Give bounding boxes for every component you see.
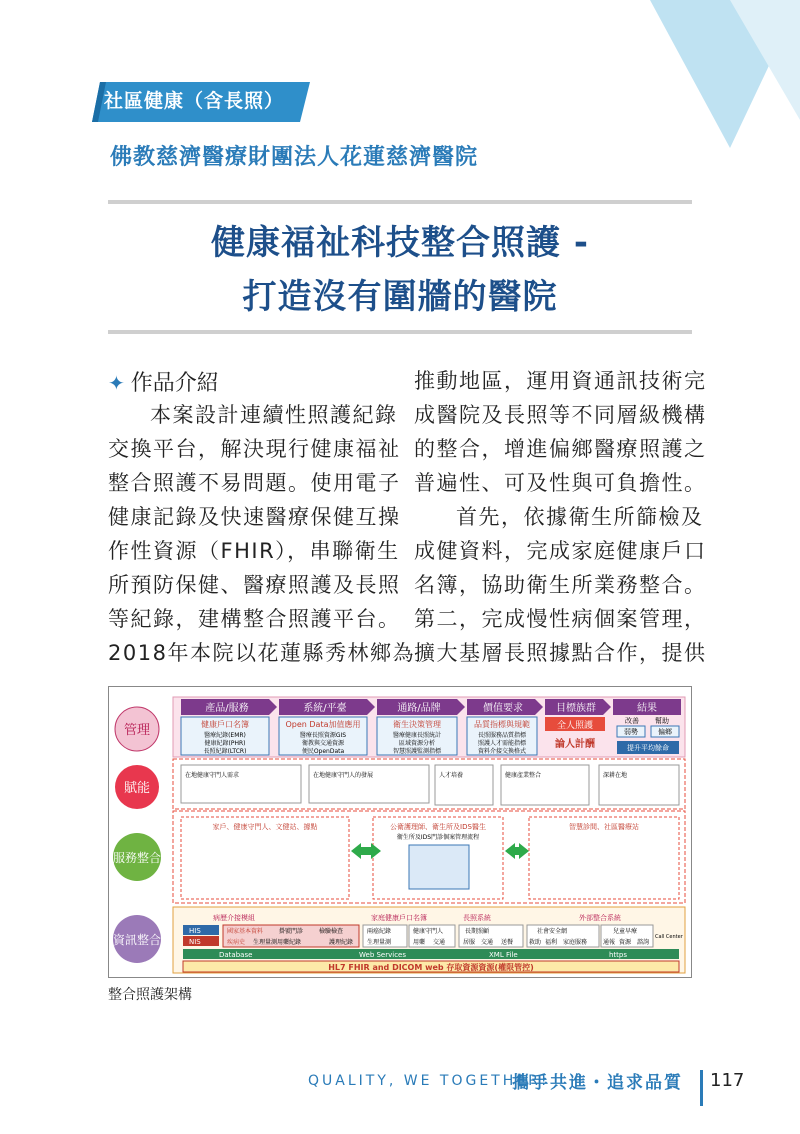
svg-text:品質指標與規範: 品質指標與規範 xyxy=(474,720,530,729)
paragraph-line: 所預防保健、醫療照護及長照 xyxy=(108,573,401,597)
svg-text:便民OpenData: 便民OpenData xyxy=(301,748,345,755)
info-item: 檢驗檢查 xyxy=(319,928,344,935)
diagram-svg xyxy=(109,687,691,977)
info-item: 用藥 xyxy=(413,939,426,946)
target-label: 全人照護 xyxy=(556,721,594,731)
service-title: 智慧診間、社區醫療站 xyxy=(569,823,639,831)
result-label: 弱勢 xyxy=(624,728,638,736)
organization-name: 佛教慈濟醫療財團法人花蓮慈濟醫院 xyxy=(110,145,479,170)
right-column xyxy=(414,364,707,670)
page-title xyxy=(108,216,692,324)
paragraph-line: 健康記錄及快速醫療保健互操 xyxy=(108,505,401,529)
paragraph-line: 整合照護不易問題。使用電子 xyxy=(108,471,401,495)
page-number: 117 xyxy=(710,1070,745,1091)
paragraph-line: 交換平台，解決現行健康福祉 xyxy=(108,437,401,461)
info-item: 生理量測用藥紀錄 xyxy=(253,939,302,946)
svg-text:Open Data加值應用: Open Data加值應用 xyxy=(285,720,361,729)
paragraph-line: 成醫院及長照等不同層級機構 xyxy=(414,403,707,427)
paragraph-line: 2018年本院以花蓮縣秀林鄉為 xyxy=(108,641,415,665)
info-item: 家庭服務 xyxy=(563,939,588,946)
info-tag: NIS xyxy=(189,938,201,946)
info-item: 居服 xyxy=(463,939,476,946)
info-transport: Database xyxy=(219,951,253,959)
section-heading: ✦ 作品介紹 xyxy=(108,371,219,396)
enable-note: 在地健康守門人的發展 xyxy=(313,772,374,779)
sparkle-icon: ✦ xyxy=(108,371,125,395)
info-item: 健康守門人 xyxy=(413,928,444,935)
paragraph-line: 普遍性、可及性與可負擔性。 xyxy=(414,471,707,495)
info-item: 兩癌紀錄 xyxy=(367,928,392,935)
info-item: 福利 xyxy=(545,939,558,946)
title-top-rule xyxy=(108,200,692,204)
info-item: 送餐 xyxy=(501,939,514,946)
info-item: 護理紀錄 xyxy=(329,939,354,946)
result-label: 提升平均餘命 xyxy=(627,744,669,752)
info-item: 救助 xyxy=(529,939,542,946)
info-transport: https xyxy=(609,951,628,959)
row-label: 服務整合 xyxy=(112,851,162,865)
row-label: 賦能 xyxy=(123,781,151,796)
info-module-title: 長照系統 xyxy=(463,914,491,922)
architecture-diagram xyxy=(108,686,692,978)
svg-text:長照紀錄(LTCR): 長照紀錄(LTCR) xyxy=(203,748,247,755)
svg-text:區域資源分析: 區域資源分析 xyxy=(398,740,436,747)
paragraph-line: 本案設計連續性照護紀錄 xyxy=(150,403,398,427)
info-module-title: 家庭健康戶口名簿 xyxy=(371,914,427,922)
info-item: Call Center xyxy=(655,934,683,940)
header-label: 目標族群 xyxy=(556,703,596,714)
svg-text:醫療健康長照統計: 醫療健康長照統計 xyxy=(392,732,442,739)
info-item: 兒童早療 xyxy=(613,928,638,935)
info-item: 交通 xyxy=(481,939,494,946)
info-item: 掛號門診 xyxy=(279,928,304,935)
corner-decoration xyxy=(580,0,800,150)
paragraph-line: 第二，完成慢性病個案管理， xyxy=(414,607,707,631)
figure-caption: 整合照護架構 xyxy=(108,987,192,1003)
info-item: 長期照顧 xyxy=(465,928,490,935)
info-item: 社會安全網 xyxy=(537,928,568,935)
title-bottom-rule xyxy=(108,330,692,334)
svg-text:資料介接交換格式: 資料介接交換格式 xyxy=(477,748,527,755)
svg-text:照護人才需能指標: 照護人才需能指標 xyxy=(477,740,527,747)
svg-text:醫療長照資源GIS: 醫療長照資源GIS xyxy=(299,732,347,739)
footer-slogan-zh: 攜手共進・追求品質 xyxy=(512,1073,683,1093)
info-transport: XML File xyxy=(489,951,518,959)
category-label: 社區健康（含長照） xyxy=(104,90,285,112)
paragraph-line: 等紀錄，建構整合照護平台。 xyxy=(108,607,401,631)
header-label: 價值要求 xyxy=(483,703,523,714)
paragraph-line: 作性資源（FHIR），串聯衛生 xyxy=(108,539,400,563)
mgmt-box xyxy=(279,717,367,755)
svg-text:健康戶口名簿: 健康戶口名簿 xyxy=(201,720,249,729)
enable-note: 健康產業整合 xyxy=(505,772,542,779)
info-item: 諮詢 xyxy=(637,939,650,946)
enable-note: 人才培養 xyxy=(439,772,464,779)
svg-text:衛生決策管理: 衛生決策管理 xyxy=(393,720,441,729)
footer-divider xyxy=(700,1070,703,1106)
paragraph-line: 擴大基層長照據點合作，提供 xyxy=(414,641,707,665)
info-item: 生理量測 xyxy=(367,939,392,946)
info-module-title: 病歷介接模組 xyxy=(213,914,255,922)
service-title: 家戶、健康守門人、文健站、據點 xyxy=(212,823,318,831)
info-item: 資源 xyxy=(619,939,632,946)
mgmt-box xyxy=(377,717,457,755)
left-column xyxy=(108,398,415,670)
mgmt-box xyxy=(467,717,537,755)
svg-text:智慧照護監測指標: 智慧照護監測指標 xyxy=(392,748,442,755)
header-label: 產品/服務 xyxy=(205,703,249,714)
info-transport: Web Services xyxy=(359,951,407,959)
enable-note: 深耕在地 xyxy=(603,772,628,779)
paragraph-line: 成健資料，完成家庭健康戶口 xyxy=(414,539,707,563)
result-label: 幫助 xyxy=(655,717,669,725)
paragraph-line: 名簿，協助衛生所業務整合。 xyxy=(414,573,707,597)
info-tag: HIS xyxy=(189,927,201,935)
svg-text:健康紀錄(PHR): 健康紀錄(PHR) xyxy=(204,740,246,747)
info-item: 通報 xyxy=(603,939,616,946)
header-label: 系統/平臺 xyxy=(303,703,347,714)
header-label: 通路/品牌 xyxy=(397,703,441,714)
footer-slogan-en: QUALITY, WE TOGETHER! xyxy=(308,1073,550,1089)
row-label: 資訊整合 xyxy=(112,933,162,947)
title-line-2: 打造沒有圍牆的醫院 xyxy=(242,277,558,317)
svg-text:長照服務品質指標: 長照服務品質指標 xyxy=(477,732,527,739)
title-line-1: 健康福祉科技整合照護 - xyxy=(211,223,589,263)
paragraph-line: 推動地區，運用資通訊技術完 xyxy=(414,369,707,393)
info-item: 國家基本資料 xyxy=(227,928,264,935)
row-label: 管理 xyxy=(123,723,151,738)
info-item: 疾病史 xyxy=(227,939,246,946)
service-title: 公衛護理師、衛生所及IDS醫生 xyxy=(390,823,486,831)
result-label: 偏鄉 xyxy=(658,728,672,736)
service-subtitle: 衛生所及IDS門診個案管理流程 xyxy=(396,834,480,841)
svg-text:醫療紀錄(EMR): 醫療紀錄(EMR) xyxy=(204,732,246,739)
paragraph-line: 首先，依據衛生所篩檢及 xyxy=(456,505,704,529)
header-label: 結果 xyxy=(637,703,657,714)
svg-text:衛教與交通資源: 衛教與交通資源 xyxy=(301,740,345,747)
result-label: 改善 xyxy=(625,717,639,725)
info-module-title: 外部整合系統 xyxy=(579,914,621,922)
info-footer: HL7 FHIR and DICOM web 存取資源資源(權限管控) xyxy=(328,963,534,972)
enable-note: 在地健康守門人需求 xyxy=(185,772,240,779)
mgmt-box xyxy=(181,717,269,755)
paragraph-line: 的整合，增進偏鄉醫療照護之 xyxy=(414,437,707,461)
target-label: 論人計酬 xyxy=(555,739,595,750)
info-item: 交通 xyxy=(433,939,446,946)
